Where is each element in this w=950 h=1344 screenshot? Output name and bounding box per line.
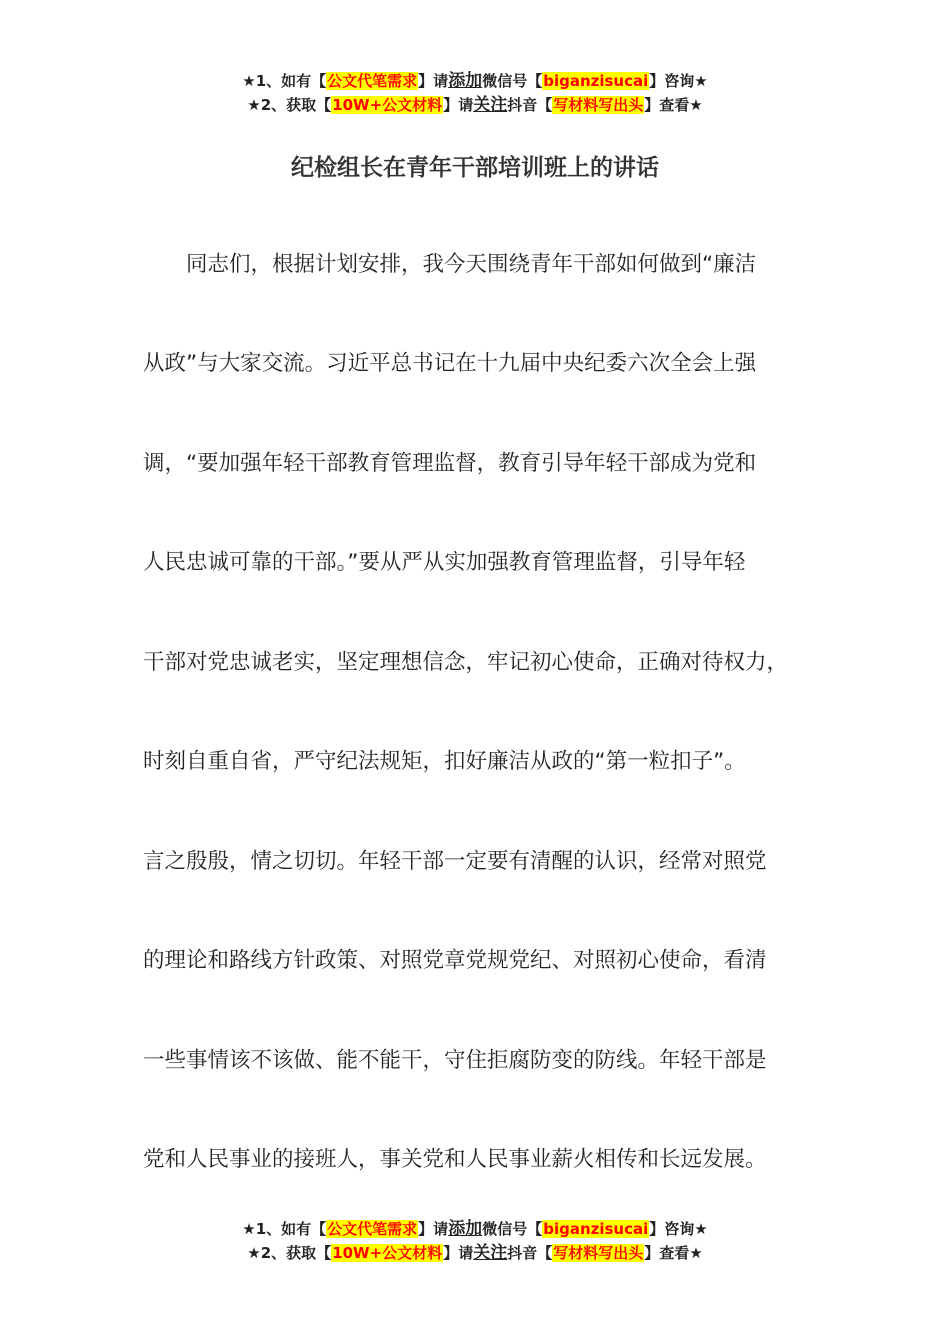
body-line-3: 调，“要加强年轻干部教育管理监督，教育引导年轻干部成为党和 xyxy=(143,451,757,476)
banner-text: 抖音【 xyxy=(507,1244,553,1262)
underlined-action: 添加 xyxy=(448,1219,483,1239)
underlined-action: 关注 xyxy=(473,1243,508,1263)
banner-line-2 xyxy=(0,1241,950,1265)
body-line-9: 一些事情该不该做、能不能干，守住拒腐防变的防线。年轻干部是 xyxy=(143,1048,767,1073)
banner-text: ★2、获取【 xyxy=(247,1244,332,1262)
page-title: 纪检组长在青年干部培训班上的讲话 xyxy=(291,155,659,181)
underlined-action: 关注 xyxy=(473,95,508,115)
highlight-wechat-id: biganzisucai xyxy=(543,1220,649,1238)
header-banner xyxy=(0,69,950,117)
body-line-1: 同志们，根据计划安排，我今天围绕青年干部如何做到“廉洁 xyxy=(143,252,757,277)
banner-text: 】请 xyxy=(443,1244,474,1262)
body-line-2: 从政”与大家交流。习近平总书记在十九届中央纪委六次全会上强 xyxy=(143,351,757,376)
banner-text: ★1、如有【 xyxy=(242,1220,327,1238)
banner-text: 】请 xyxy=(418,1220,449,1238)
banner-line-1 xyxy=(0,69,950,93)
highlight-wechat-id: biganzisucai xyxy=(543,72,649,90)
body-line-8: 的理论和路线方针政策、对照党章党规党纪、对照初心使命，看清 xyxy=(143,948,767,973)
body-line-7: 言之殷殷，情之切切。年轻干部一定要有清醒的认识，经常对照党 xyxy=(143,849,767,874)
underlined-action: 添加 xyxy=(448,71,483,91)
banner-text: 】查看★ xyxy=(644,1244,703,1262)
footer-banner xyxy=(0,1217,950,1265)
banner-text: 微信号【 xyxy=(482,72,543,90)
highlight-douyin-account: 写材料写出头 xyxy=(553,1244,644,1262)
banner-text: 微信号【 xyxy=(482,1220,543,1238)
highlight-service: 公文代笔需求 xyxy=(327,1220,418,1238)
highlight-service: 公文代笔需求 xyxy=(327,72,418,90)
banner-text: 抖音【 xyxy=(507,96,553,114)
body-line-10: 党和人民事业的接班人，事关党和人民事业薪火相传和长远发展。 xyxy=(143,1147,767,1172)
highlight-douyin-account: 写材料写出头 xyxy=(553,96,644,114)
banner-text: 】咨询★ xyxy=(649,1220,708,1238)
banner-text: 】咨询★ xyxy=(649,72,708,90)
body-line-5: 干部对党忠诚老实，坚定理想信念，牢记初心使命，正确对待权力， xyxy=(143,650,789,675)
highlight-materials: 10W+公文材料 xyxy=(332,1244,443,1262)
banner-text: 】请 xyxy=(443,96,474,114)
banner-text: ★2、获取【 xyxy=(247,96,332,114)
body-line-6: 时刻自重自省，严守纪法规矩，扣好廉洁从政的“第一粒扣子”。 xyxy=(143,749,746,774)
banner-line-1 xyxy=(0,1217,950,1241)
highlight-materials: 10W+公文材料 xyxy=(332,96,443,114)
banner-text: 】请 xyxy=(418,72,449,90)
banner-text: ★1、如有【 xyxy=(242,72,327,90)
banner-text: 】查看★ xyxy=(644,96,703,114)
body-line-4: 人民忠诚可靠的干部。”要从严从实加强教育管理监督，引导年轻 xyxy=(143,550,746,575)
banner-line-2 xyxy=(0,93,950,117)
